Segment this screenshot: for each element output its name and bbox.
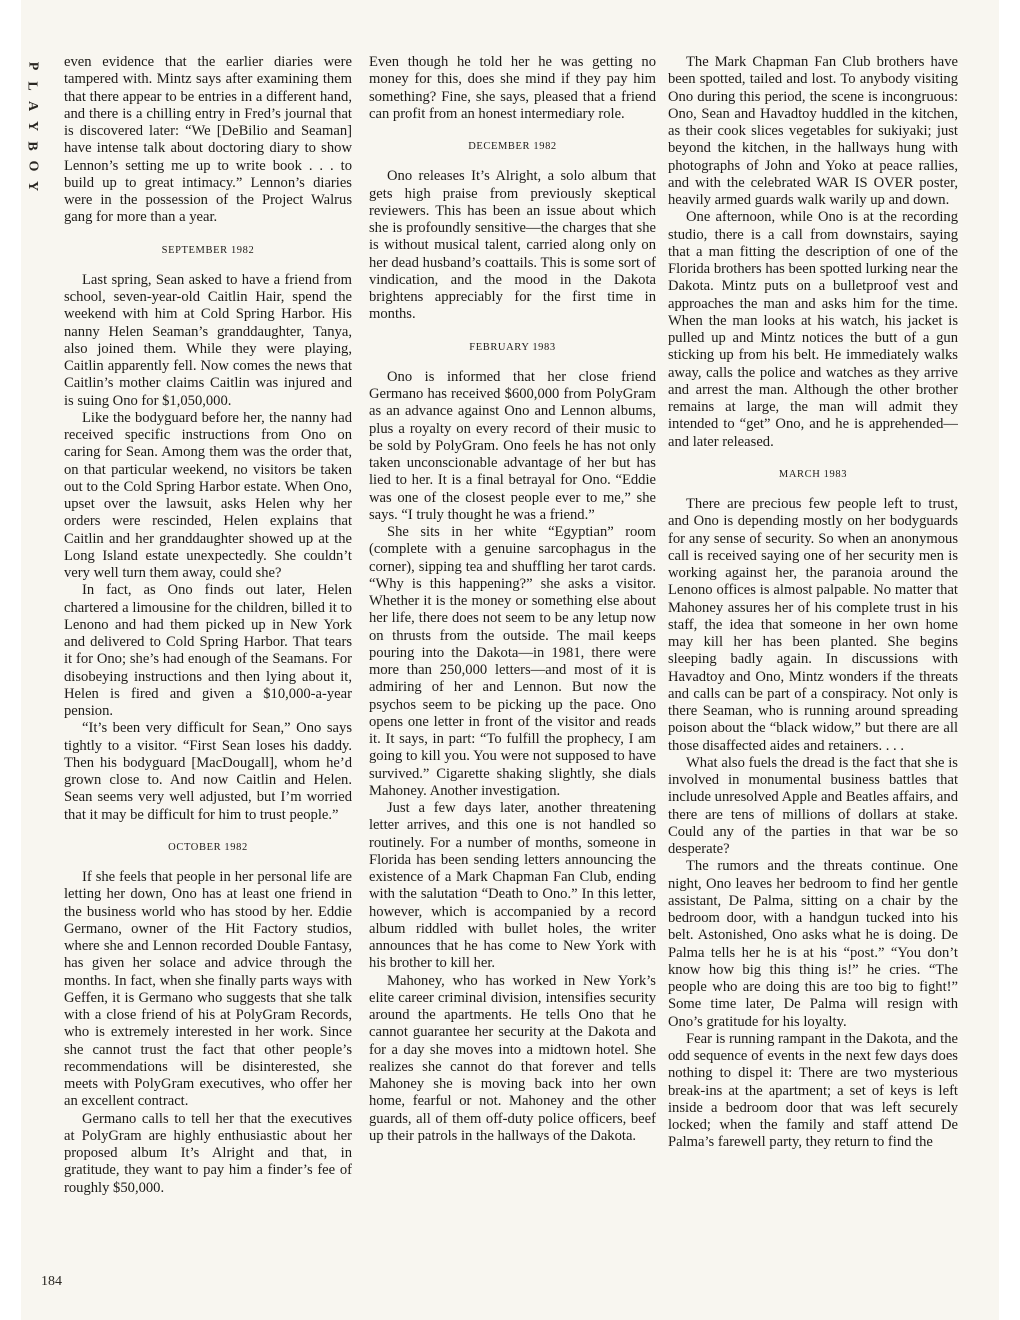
text-column-3 xyxy=(668,54,958,1294)
running-head-letter: Y xyxy=(25,180,40,192)
body-paragraph: Just a few days later, another threatening letter arrives, and this one is not handled so routinely. For a number of months, someone in Florida has been sending letters announcing the existence of a Mark Chapman Fan Club, ending with the salutation “Death to Ono.” In this letter, however, which is accompanied by a record album riddled with bullet holes, the writer announces that he has come to New York with his brother to kill her. xyxy=(369,800,656,972)
running-head-letter: B xyxy=(25,141,40,151)
body-paragraph: even evidence that the earlier diaries were tampered with. Mintz says after examining them that there appear to be entries in a different hand, and there is a chilling entry in Fred’s journal that is discovered later: “We [DeBilio and Seaman] have intense talk about doctoring diary to show Lennon’s setting me up to write book . . . to build up to great intimacy.” Lennon’s diaries were in the possession of the Project Walrus gang for more than a year. xyxy=(64,54,352,226)
running-head-letter: A xyxy=(25,100,40,112)
body-paragraph: In fact, as Ono finds out later, Helen chartered a limousine for the children, billed it to Lenono and had them picked up in New York and delivered to Cold Spring Harbor. That tears it for Ono; she’s had enough of the Seamans. For disobeying instructions and then lying about it, Helen is fired and given a $10,000-a-year pension. xyxy=(64,582,352,719)
section-date-heading: FEBRUARY 1983 xyxy=(469,341,556,353)
body-paragraph: She sits in her white “Egyptian” room (complete with a genuine sarcophagus in the corner), sipping tea and shuffling her tarot cards. “Why is this happening?” she asks a visitor. Whether it is the money or something else about her life, there does not seem to be any letup now on thrusts from the outside. The mail keeps pouring into the Dakota—in 1981, there were more than 250,000 letters—and most of it is admiring of her and Lennon. But now the psychos seem to be picking up the pace. Ono opens one letter in front of the visitor and reads it. It says, in part: “To fulfill the prophecy, I am going to kill you. You were not supposed to have survived.” Cigarette shaking slightly, she dials Mahoney. Another investigation. xyxy=(369,524,656,799)
body-paragraph: One afternoon, while Ono is at the recording studio, there is a call from downstairs, saying that a man fitting the description of one of the Florida brothers has been spotted lurking near the Dakota. Mintz puts on a bulletproof vest and approaches the man and asks him for the time. When the man looks at his watch, his jacket is pulled up and Mintz notices the butt of a gun sticking up from his belt. He immediately walks away, calls the police and watches as they arrive and arrest the man. Although the other brother remains at large, the man will admit they intended to “get” Ono, and he is apprehended—and later released. xyxy=(668,209,958,450)
body-paragraph: Fear is running rampant in the Dakota, and the odd sequence of events in the next few days does nothing to dispel it: There are two mysterious break-ins at the apartment; a set of keys is left inside a bedroom door that was left securely locked; when the family and staff attend De Palma’s farewell party, they return to find the xyxy=(668,1030,958,1151)
body-paragraph: Germano calls to tell her that the executives at PolyGram are highly enthusiastic about her proposed album It’s Alright and that, in gratitude, they want to pay him a finder’s fee of roughly $50,000. xyxy=(64,1110,352,1196)
body-paragraph: There are precious few people left to trust, and Ono is depending mostly on her bodyguards for any sense of security. So when an anonymous call is received saying one of her security men is working against her, the paranoia around the Lenono offices is almost palpable. No matter that Mahoney assures her of his complete trust in his staff, the idea that someone in her own home may kill her has been planted. She begins sleeping badly again. In discussions with Havadtoy and Ono, Mintz wonders if the threats and calls can be part of a conspiracy. Not only is there Seaman, who is running around spreading poison about the “black widow,” but there are all those disaffected aides and retainers. . . . xyxy=(668,496,958,754)
body-paragraph: “It’s been very difficult for Sean,” Ono says tightly to a visitor. “First Sean loses his daddy. Then his bodyguard [MacDougall], whom he’d grown close to. And now Caitlin and Helen. Sean seems very well adjusted, but I’m worried that it may be difficult for him to trust people.” xyxy=(64,720,352,823)
body-paragraph: If she feels that people in her personal life are letting her down, Ono has at least one friend in the business world who has stood by her. Eddie Germano, owner of the Hit Factory studios, where she and Lennon recorded Double Fantasy, has given her solace and advice through the months. In fact, when she finally parts ways with Geffen, it is Germano who suggests that she talk with a close friend of his at PolyGram Records, who is extremely interested in her work. Since she cannot trust the fact that other people’s recommendations will be disinterested, she meets with PolyGram executives, who offer her an excellent contract. xyxy=(64,869,352,1110)
body-paragraph: Ono releases It’s Alright, a solo album that gets high praise from previously skeptical reviewers. This has been an issue about which she is profoundly sensitive—the charges that she is without musical talent, carried along only on her dead husband’s coattails. This is some sort of vindication, and the mood in the Dakota brightens appreciably for the first time in months. xyxy=(369,168,656,323)
text-column-2 xyxy=(369,54,656,1294)
body-paragraph: The rumors and the threats continue. One night, Ono leaves her bedroom to find her gentle assistant, De Palma, sitting on a chair by the bedroom door, with a handgun tucked into his belt. Astonished, Ono asks what he is doing. De Palma tells her he is at his “post.” “You don’t know how big this thing is!” he cries. “The people who are doing this are too big to fight!” Some time later, De Palma will resign with Ono’s gratitude for his loyalty. xyxy=(668,858,958,1030)
body-paragraph: Ono is informed that her close friend Germano has received $600,000 from PolyGram as an advance against Ono and Lennon albums, plus a royalty on every record of their music to be sold by PolyGram. Ono feels he has not only taken unconscionable advantage of her but has lied to her. It is a final betrayal for Ono. “Eddie was one of the closest people ever to me,” she says. “I truly thought he was a friend.” xyxy=(369,368,656,523)
page-number: 184 xyxy=(41,1274,62,1289)
body-paragraph: The Mark Chapman Fan Club brothers have been spotted, tailed and lost. To anybody visiting Ono during this period, the scene is incongruous: Ono, Sean and Havadtoy huddled in the kitchen, as their cook slices vegetables for sukiyaki; just beyond the kitchen, in the hallways hung with photographs of John and Yoko at peace rallies, and with the celebrated WAR IS OVER poster, heavily armed guards walk warily up and down. xyxy=(668,54,958,208)
section-date-heading: DECEMBER 1982 xyxy=(468,141,557,152)
body-paragraph: What also fuels the dread is the fact that she is involved in monumental business battles that include unresolved Apple and Beatles affairs, and there are tens of millions of dollars at stake. Could any of the parties in that war be so desperate? xyxy=(668,754,958,857)
body-paragraph: Last spring, Sean asked to have a friend from school, seven-year-old Caitlin Hair, spend the weekend with him at Cold Spring Harbor. His nanny Helen Seaman’s granddaughter, Tanya, also joined them. While they were playing, Caitlin apparently fell. Now comes the news that Caitlin’s mother claims Caitlin was injured and is suing Ono for $1,050,000. xyxy=(64,271,352,409)
section-date-heading: OCTOBER 1982 xyxy=(168,841,248,853)
running-head-letter: O xyxy=(24,160,40,172)
running-head-letter: Y xyxy=(25,120,40,132)
running-head-letter: P xyxy=(25,61,40,71)
magazine-page xyxy=(21,0,999,1320)
running-head-letter: L xyxy=(25,81,40,91)
body-paragraph: Even though he told her he was getting no money for this, does she mind if they pay him something? Fine, she says, pleased that a friend can profit from an honest intermediary role. xyxy=(369,54,656,122)
section-date-heading: SEPTEMBER 1982 xyxy=(161,244,255,256)
body-paragraph: Mahoney, who has worked in New York’s elite career criminal division, intensifies security around the apartments. He tells Ono that he cannot guarantee her security at the Dakota and for a day she moves into a midtown hotel. She realizes she cannot do that forever and tells Mahoney she is moving back into her own home, fearful or not. Mahoney and the other guards, all of them off-duty police officers, beef up their patrols in the hallways of the Dakota. xyxy=(369,972,656,1144)
section-date-heading: MARCH 1983 xyxy=(778,468,848,480)
text-column-1 xyxy=(64,54,352,1294)
body-paragraph: Like the bodyguard before her, the nanny had received specific instructions from Ono on caring for Sean. Among them was the order that, on that particular weekend, no visitors be taken out to the Cold Spring Harbor estate. When Ono, upset over the lawsuit, asks Helen why her orders were rescinded, Helen explains that Caitlin and her granddaughter showed up at the Long Island estate unexpectedly. She couldn’t very well turn them away, could she? xyxy=(64,409,352,581)
running-head xyxy=(21,56,43,196)
